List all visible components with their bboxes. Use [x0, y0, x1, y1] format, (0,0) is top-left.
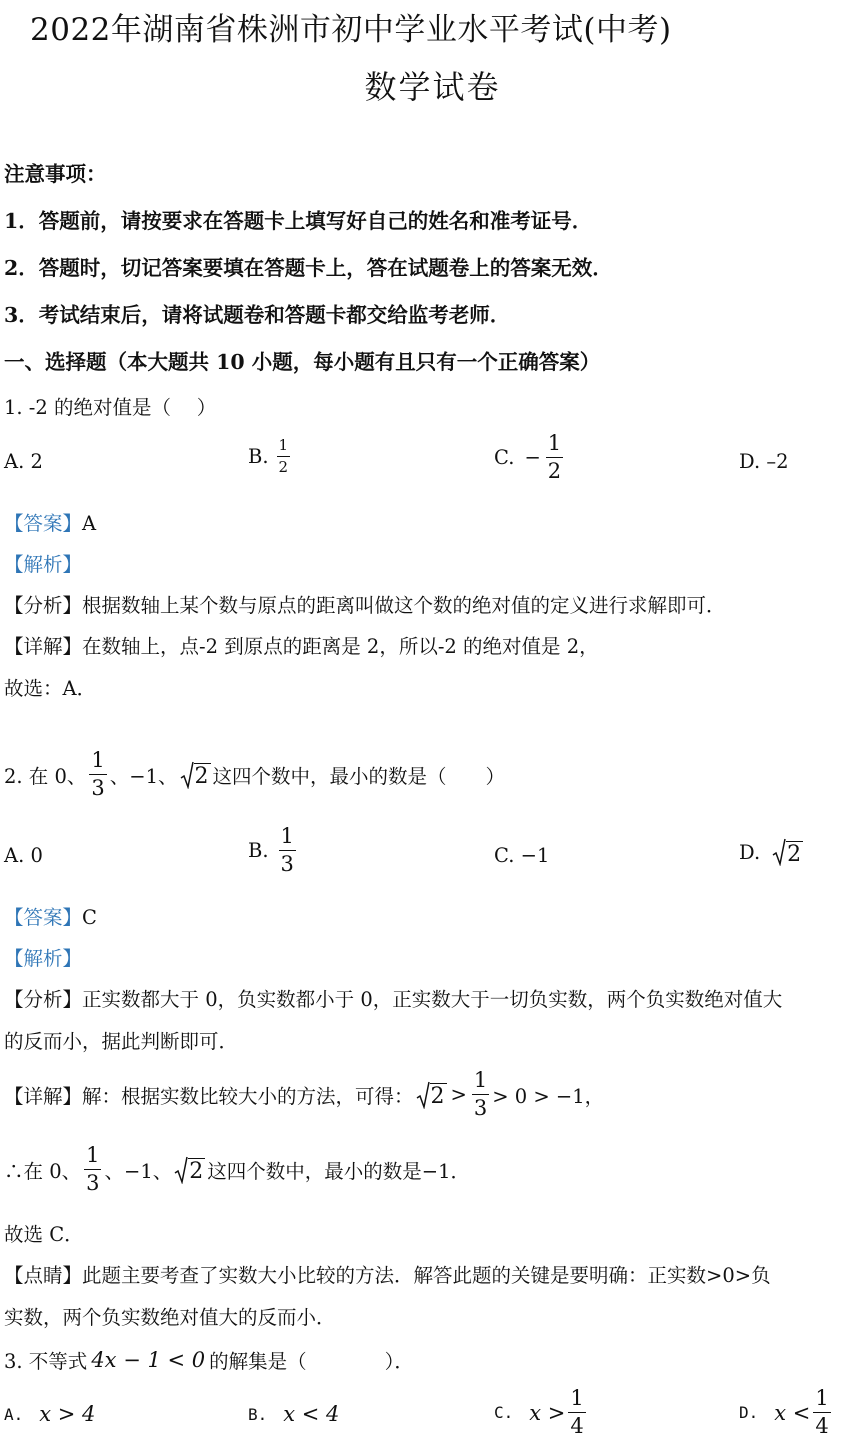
- q3-option-c-numerator: 1: [570, 1386, 584, 1410]
- q2-stem-suffix: 这四个数中，最小的数是（ ）: [212, 764, 506, 788]
- q3-option-b-math: x < 4: [283, 1402, 340, 1426]
- q2-option-c: C. −1: [494, 844, 550, 867]
- q1-fenxi-tag: 【分析】: [4, 594, 83, 617]
- exam-subtitle: 数学试卷: [364, 68, 501, 106]
- q2-option-a: A. 0: [4, 844, 43, 867]
- q3-option-c-label: C.: [494, 1403, 514, 1422]
- q2-therefore-radicand: 2: [189, 1159, 204, 1185]
- q2-option-d-radicand: 2: [787, 841, 802, 867]
- q3-option-a-label: A.: [4, 1404, 24, 1424]
- q2-option-b-fraction: [279, 826, 296, 875]
- q2-therefore-prefix: ∴在 0、: [4, 1159, 82, 1183]
- q1-option-b-fraction: [277, 438, 291, 475]
- q1-option-b: [248, 438, 293, 475]
- radical-sign-icon: [416, 1081, 430, 1109]
- q2-stem-denominator: 3: [91, 776, 105, 800]
- q2-option-b-label: B.: [248, 839, 269, 862]
- q2-therefore-suffix: 这四个数中，最小的数是−1．: [207, 1159, 470, 1183]
- q2-answer-value: C: [82, 906, 97, 929]
- q3-option-c: [494, 1388, 589, 1437]
- q2-option-b: [248, 826, 299, 875]
- q2-option-d-label: D.: [739, 840, 761, 864]
- q2-xiangjie-radicand: 2: [430, 1084, 445, 1110]
- notice-label: 注意事项：: [4, 162, 107, 186]
- q1-xiangjie-tag: 【详解】: [4, 635, 83, 658]
- q3-option-a: [4, 1402, 95, 1426]
- q2-xiangjie-tag: 【详解】: [4, 1084, 83, 1108]
- q2-xiangjie-sqrt: [416, 1081, 447, 1109]
- q1-option-b-numerator: 1: [278, 436, 289, 454]
- q2-therefore: [4, 1145, 470, 1194]
- q1-option-c: [494, 433, 566, 482]
- radical-sign-icon: [772, 838, 786, 866]
- q1-option-b-label: B.: [248, 445, 269, 468]
- q1-choice: 故选：A．: [4, 677, 97, 700]
- q2-option-d-sqrt: [772, 838, 803, 866]
- notice-item-1: 1．答题前，请按要求在答题卡上填写好自己的姓名和准考证号．: [4, 209, 593, 233]
- q2-dianjing-text-1: 此题主要考查了实数大小比较的方法．解答此题的关键是要明确：正实数>0>负: [82, 1264, 771, 1287]
- q1-stem: 1. -2 的绝对值是（ ）: [4, 396, 217, 419]
- q2-fenxi: [4, 984, 782, 1012]
- q2-therefore-fraction: [84, 1145, 101, 1194]
- q3-option-d-denominator: 4: [815, 1414, 829, 1438]
- q2-option-d: [739, 838, 805, 866]
- q2-stem-prefix: 2. 在 0、: [4, 764, 87, 788]
- q1-xiangjie-text: 在数轴上，点-2 到原点的距离是 2，所以-2 的绝对值是 2，: [82, 635, 599, 658]
- q1-answer-tag: 【答案】: [4, 512, 83, 535]
- q3-stem-suffix: 的解集是（ ）．: [209, 1350, 414, 1373]
- q3-option-c-denominator: 4: [570, 1414, 584, 1438]
- q1-fenxi-text: 根据数轴上某个数与原点的距离叫做这个数的绝对值的定义进行求解即可．: [82, 594, 726, 617]
- q1-option-c-numerator: 1: [547, 431, 562, 455]
- q1-option-c-label: C.: [494, 446, 515, 469]
- q1-option-c-sign: −: [524, 446, 541, 469]
- q2-stem: [4, 750, 505, 799]
- notice-item-2: 2．答题时，切记答案要填在答题卡上，答在试题卷上的答案无效．: [4, 256, 613, 280]
- q2-stem-sqrt: [180, 761, 211, 789]
- radical-sign-icon: [174, 1156, 188, 1184]
- q1-option-c-denominator: 2: [547, 459, 562, 483]
- q2-stem-radicand: 2: [194, 764, 209, 790]
- radical-sign-icon: [180, 761, 194, 789]
- q1-answer-value: A: [82, 512, 97, 535]
- q1-analysis-tag: 【解析】: [4, 553, 83, 576]
- q1-option-d: D. –2: [739, 450, 789, 473]
- q1-answer: [4, 508, 96, 536]
- q2-therefore-mid: 、−1、: [104, 1159, 173, 1183]
- q1-fenxi: [4, 590, 726, 618]
- q2-analysis-tag: 【解析】: [4, 947, 83, 970]
- q2-fenxi-continued: 的反而小，据此判断即可．: [4, 1030, 239, 1053]
- q2-xiangjie-gt: >: [450, 1083, 467, 1106]
- q2-choice: 故选 C．: [4, 1223, 84, 1246]
- q2-option-b-denominator: 3: [280, 852, 294, 876]
- section-heading: 一、选择题（本大题共 10 小题，每小题有且只有一个正确答案）: [4, 350, 601, 374]
- q2-xiangjie: [4, 1070, 604, 1119]
- q2-xiangjie-prefix: 解：根据实数比较大小的方法，可得：: [82, 1084, 414, 1108]
- q3-option-c-math: x >: [529, 1400, 566, 1425]
- q3-option-c-fraction: [568, 1388, 585, 1437]
- q2-stem-numerator: 1: [91, 748, 105, 772]
- q3-option-b: [248, 1402, 339, 1426]
- notice-item-3: 3．考试结束后，请将试题卷和答题卡都交给监考老师．: [4, 303, 511, 327]
- q2-therefore-denominator: 3: [86, 1171, 100, 1195]
- q2-dianjing-continued: 实数，两个负实数绝对值大的反而小．: [4, 1306, 336, 1329]
- q2-answer-tag: 【答案】: [4, 906, 83, 929]
- q2-therefore-numerator: 1: [86, 1143, 100, 1167]
- q3-option-a-math: x > 4: [39, 1402, 96, 1426]
- q1-option-c-fraction: [546, 433, 563, 482]
- q3-stem-prefix: 3. 不等式: [4, 1350, 88, 1373]
- q2-fenxi-text-1: 正实数都大于 0，负实数都小于 0，正实数大于一切负实数，两个负实数绝对值大: [82, 988, 783, 1011]
- q2-therefore-sqrt: [174, 1156, 205, 1184]
- q3-stem-inequality: 4x − 1 < 0: [91, 1348, 206, 1372]
- q2-xiangjie-numerator: 1: [473, 1068, 488, 1092]
- q2-xiangjie-tail: > 0 > −1，: [492, 1084, 605, 1108]
- q1-option-b-denominator: 2: [278, 458, 289, 476]
- q3-option-b-label: B.: [248, 1404, 268, 1424]
- q2-option-b-numerator: 1: [280, 824, 294, 848]
- q3-option-d: [739, 1388, 834, 1437]
- q2-fenxi-tag: 【分析】: [4, 988, 83, 1011]
- q2-dianjing-tag: 【点睛】: [4, 1264, 83, 1287]
- q2-stem-mid: 、−1、: [109, 764, 178, 788]
- q1-xiangjie: [4, 631, 599, 659]
- q1-option-a: A. 2: [4, 450, 43, 473]
- q3-option-d-label: D.: [739, 1403, 759, 1422]
- q3-option-d-numerator: 1: [815, 1386, 829, 1410]
- q3-option-d-math: x <: [774, 1400, 811, 1425]
- q3-option-d-fraction: [813, 1388, 830, 1437]
- q3-stem: [4, 1346, 414, 1374]
- q2-xiangjie-denominator: 3: [473, 1096, 488, 1120]
- q2-stem-fraction: [89, 750, 106, 799]
- q2-dianjing: [4, 1260, 771, 1288]
- q2-answer: [4, 902, 97, 930]
- q2-xiangjie-fraction: [472, 1070, 489, 1119]
- exam-title: 2022年湖南省株洲市初中学业水平考试(中考): [30, 12, 672, 48]
